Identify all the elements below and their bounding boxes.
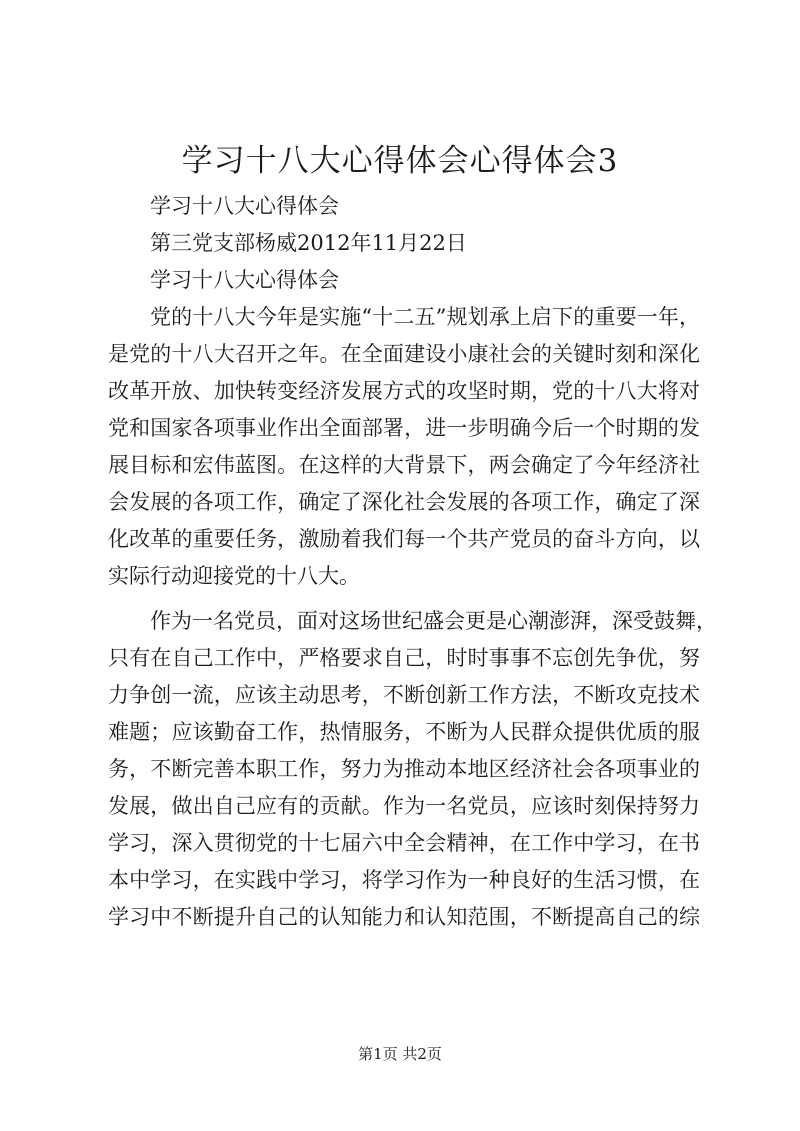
paragraph-1 [108,299,700,595]
heading-line: 学习十八大心得体会 [150,268,339,292]
paragraph-line: 会发展的各项工作，确定了深化社会发展的各项工作，确定了深 [108,490,700,514]
paragraph-line: 本中学习，在实践中学习，将学习作为一种良好的生活习惯，在 [108,868,700,892]
paragraph-line: 是党的十八大召开之年。在全面建设小康社会的关键时刻和深化 [108,342,700,366]
author-date-line: 第三党支部杨威2012年11月22日 [150,231,467,255]
paragraph-line: 学习，深入贯彻党的十七届六中全会精神，在工作中学习，在书 [108,831,700,855]
paragraph-line: 作为一名党员，面对这场世纪盛会更是心潮澎湃，深受鼓舞， [150,609,717,633]
paragraph-line: 务，不断完善本职工作，努力为推动本地区经济社会各项事业的 [108,757,700,781]
paragraph-line: 力争创一流，应该主动思考，不断创新工作方法，不断攻克技术 [108,683,700,707]
document-title: 学习十八大心得体会心得体会3 [181,143,619,179]
paragraph-line: 展目标和宏伟蓝图。在这样的大背景下，两会确定了今年经济社 [108,453,700,477]
paragraph-2 [108,603,717,936]
paragraph-line: 党和国家各项事业作出全面部署，进一步明确今后一个时期的发 [108,416,700,440]
document-body [108,188,717,936]
paragraph-line: 实际行动迎接党的十八大。 [108,564,360,588]
paragraph-line: 发展，做出自己应有的贡献。作为一名党员，应该时刻保持努力 [108,794,700,818]
paragraph-line: 化改革的重要任务，激励着我们每一个共产党员的奋斗方向，以 [108,527,700,551]
page-footer: 第1页 共2页 [358,1045,442,1063]
paragraph-line: 只有在自己工作中，严格要求自己，时时事事不忘创先争优，努 [108,646,700,670]
subtitle-line: 学习十八大心得体会 [150,194,339,218]
paragraph-line: 学习中不断提升自己的认知能力和认知范围，不断提高自己的综 [108,905,700,929]
paragraph-line: 党的十八大今年是实施“十二五”规划承上启下的重要一年， [150,305,700,329]
paragraph-line: 难题；应该勤奋工作，热情服务，不断为人民群众提供优质的服 [108,720,700,744]
paragraph-gap [108,595,700,603]
paragraph-line: 改革开放、加快转变经济发展方式的攻坚时期，党的十八大将对 [108,379,700,403]
